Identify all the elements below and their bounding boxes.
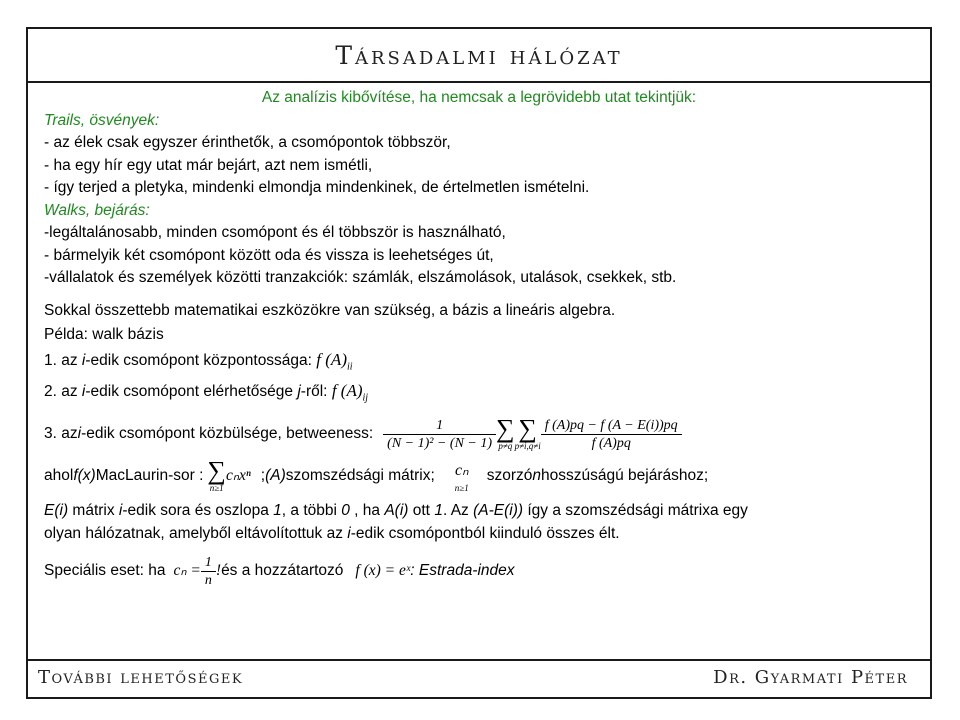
- slide-title: Társadalmi hálózat: [28, 29, 930, 83]
- slide-footer: [28, 659, 930, 697]
- series-sum: ∑ n≥1: [207, 456, 226, 494]
- sum-symbol: ∑ p≠q: [496, 414, 515, 452]
- trails-item: - az élek csak egyszer érinthetők, a csomópontok többször,: [44, 134, 451, 151]
- sum-symbol: ∑ p≠i,q≠i: [514, 414, 541, 452]
- walks-item: -legáltalánosabb, minden csomópont és él többször is használható,: [44, 224, 506, 241]
- betweenness-fraction-1: $\frac{1}{\text{(N − 1)² − (N − 1)}}$: [383, 417, 496, 452]
- footer-author: Dr. Gyarmati Péter: [713, 667, 908, 688]
- slide-frame: [26, 27, 932, 699]
- centrality-formula: f $(A)_{ii}$: [316, 349, 353, 372]
- trails-item: - így terjed a pletyka, mindenki elmondja mindenkinek, de értelmetlen ismételni.: [44, 179, 590, 196]
- item-2: 2. az i-edik csomópont elérhetősége j-ről: f $(A)_{ij}$: [44, 381, 369, 404]
- ei-line-2: olyan hálózatnak, amelyből eltávolítottuk az i-edik csomópontból kiinduló összes élt.: [44, 524, 620, 542]
- betweenness-fraction-2: $\frac{f (A)pq - f (A - E(i))pq}{f (A)pq}$: [541, 417, 682, 452]
- footer-left: További lehetőségek: [38, 667, 244, 688]
- special-case-line: Speciális eset: ha cₙ = $\frac{1}{n}$ ! és a hozzátartozó f (x) = eˣ : Estrada-index: [44, 554, 515, 588]
- trails-title: Trails, ösvények:: [44, 111, 160, 129]
- item-1: 1. az i-edik csomópont központossága: f $(A)_{ii}$: [44, 349, 353, 372]
- walks-item: -vállalatok és személyek közötti tranzakciók: számlák, elszámolások, utalások, csekkek, stb.: [44, 269, 677, 286]
- walks-title: Walks, bejárás:: [44, 201, 150, 219]
- reachability-formula: f $(A)_{ij}$: [331, 381, 369, 404]
- item-3: 3. az i -edik csomópont közbülsége, betweeness: $\frac{1}{\text{(N − 1)² − (N − 1)}}$ ∑ p≠q ∑ p≠i,q≠i $\frac{f (A)pq - f (A - E(i))pq}{f (A)pq}$: [44, 412, 914, 456]
- maclaurin-line: ahol f(x) MacLaurin-sor : ∑ n≥1 cₙxⁿ ; (A) szomszédsági mátrix; cₙ n≥1 szorzó n hosszúságú bejáráshoz;: [44, 456, 709, 494]
- math-text: Sokkal összettebb matematikai eszközökre van szükség, a bázis a lineáris algebra.: [44, 301, 616, 319]
- trails-item: - ha egy hír egy utat már bejárt, azt nem ismétli,: [44, 156, 373, 174]
- series-term: cₙxⁿ: [225, 467, 251, 485]
- ei-line-1: E(i) mátrix i-edik sora és oszlopa 1, a többi 0 , ha A(i) ott 1. Az (A-E(i)) így a szomszédsági mátrixa egy: [44, 502, 748, 520]
- cn-coefficient: cₙ n≥1: [454, 462, 469, 493]
- slide-body: [44, 87, 914, 591]
- walks-item: - bármelyik két csomópont között oda és vissza is leehetséges út,: [44, 246, 494, 264]
- special-fraction: $\frac{1}{n}$: [201, 554, 216, 589]
- intro-text: Az analízis kibővítése, ha nemcsak a legrövidebb utat tekintjük:: [261, 89, 697, 106]
- example-label: Példa: walk bázis: [44, 326, 164, 343]
